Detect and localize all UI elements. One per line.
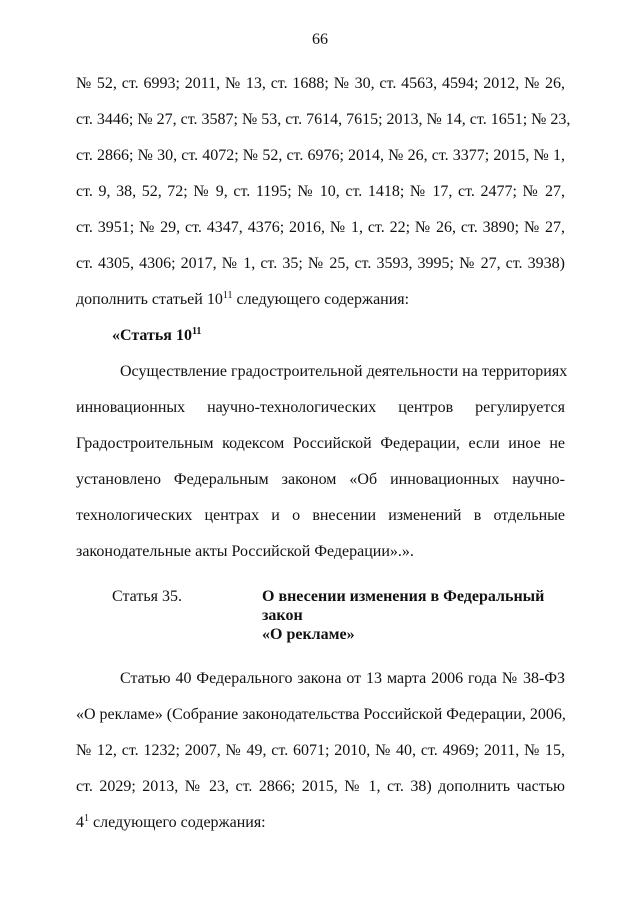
article-label: Статья 35. — [112, 588, 182, 605]
page-number: 66 — [312, 31, 328, 48]
article-title-continued: «О рекламе» — [262, 626, 355, 643]
text-line: технологических центрах и о внесении изменений в отдельные — [76, 507, 565, 524]
text-line: ст. 2866; № 30, ст. 4072; № 52, ст. 6976; 2014, № 26, ст. 3377; 2015, № 1, — [76, 147, 565, 164]
text-line: Статью 40 Федерального закона от 13 марта 2006 года № 38-ФЗ — [120, 670, 565, 687]
text-line: ст. 9, 38, 52, 72; № 9, ст. 1195; № 10, ст. 1418; № 17, ст. 2477; № 27, — [76, 183, 565, 200]
text-line: Осуществление градостроительной деятельности на территориях — [120, 363, 568, 380]
text-line: ст. 3446; № 27, ст. 3587; № 53, ст. 7614, 7615; 2013, № 14, ст. 1651; № 23, — [76, 111, 571, 128]
text-line: инновационных научно-технологических центров регулируется — [76, 399, 565, 416]
article-35-heading — [76, 587, 565, 644]
amendment-instruction: $4^1$ следующего содержания: — [76, 813, 266, 831]
text-line: законодательные акты Российской Федерации».». — [76, 543, 414, 560]
text-line: «О рекламе» (Собрание законодательства Российской Федерации, 2006, — [76, 706, 566, 723]
amendment-instruction: дополнить статьей $10^{11}$ следующего содержания: — [76, 290, 410, 308]
text-line: ст. 3951; № 29, ст. 4347, 4376; 2016, № 1, ст. 22; № 26, ст. 3890; № 27, — [76, 219, 565, 236]
text-line: ст. 2029; 2013, № 23, ст. 2866; 2015, № 1, ст. 38) дополнить частью — [76, 778, 565, 795]
text-line: ст. 4305, 4306; 2017, № 1, ст. 35; № 25, ст. 3593, 3995; № 27, ст. 3938) — [76, 255, 565, 272]
text-line: установлено Федеральным законом «Об инновационных научно- — [76, 471, 565, 488]
text-line: № 52, ст. 6993; 2011, № 13, ст. 1688; № 30, ст. 4563, 4594; 2012, № 26, — [76, 75, 565, 92]
article-title: «Статья $10^{11}$ — [112, 326, 202, 344]
article-title: О внесении изменения в Федеральный закон — [262, 588, 545, 624]
text-line: Градостроительным кодексом Российской Федерации, если иное не — [76, 435, 565, 452]
document-body — [76, 66, 571, 841]
text-line: № 12, ст. 1232; 2007, № 49, ст. 6071; 2010, № 40, ст. 4969; 2011, № 15, — [76, 742, 565, 759]
